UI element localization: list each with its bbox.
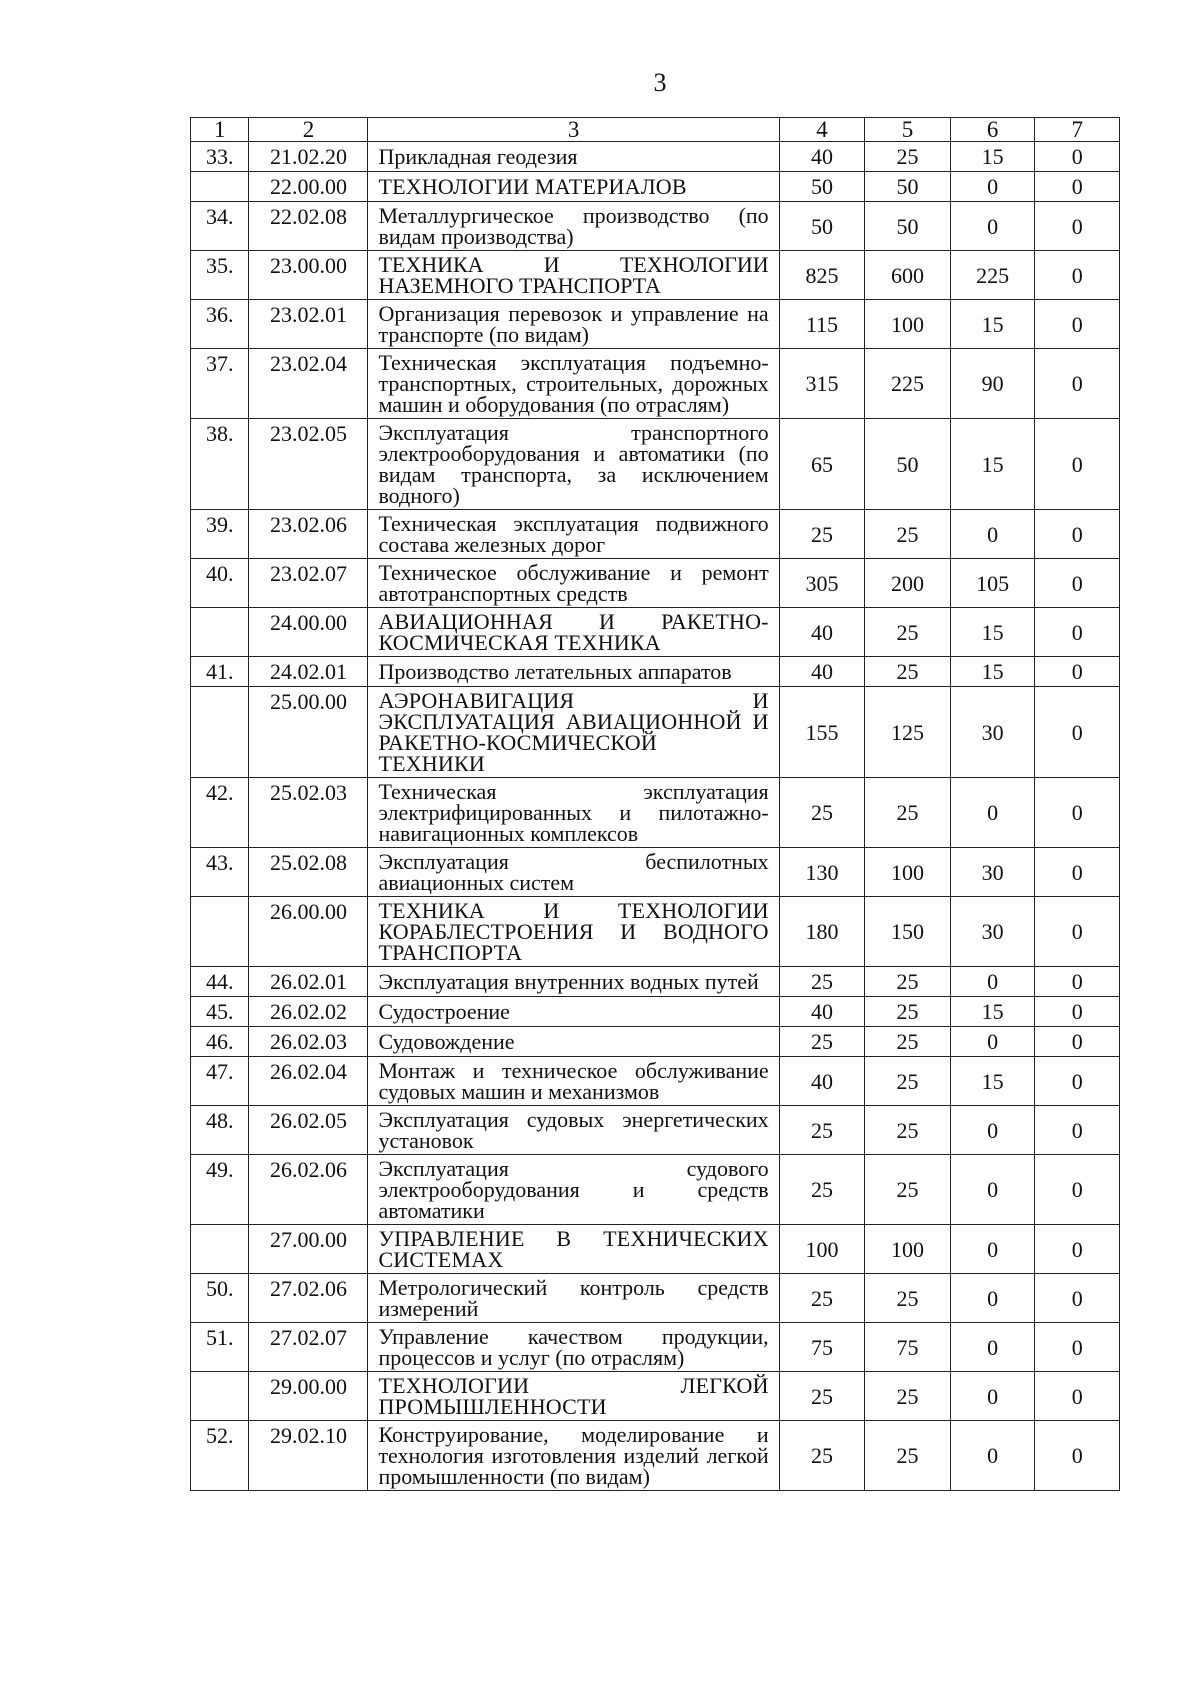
value-col4: 25 <box>779 778 865 848</box>
value-col6: 15 <box>950 419 1035 510</box>
specialty-name: ТЕХНОЛОГИИ ЛЕГКОЙ ПРОМЫШЛЕННОСТИ <box>368 1372 779 1421</box>
value-col7: 0 <box>1035 897 1120 967</box>
table-row <box>191 559 1120 608</box>
row-number: 39. <box>191 510 249 559</box>
row-number: 35. <box>191 251 249 300</box>
value-col5: 25 <box>865 967 951 997</box>
group-row <box>191 1225 1120 1274</box>
value-col4: 25 <box>779 1106 865 1155</box>
specialty-name: Производство летательных аппаратов <box>368 657 779 687</box>
specialty-name: ТЕХНОЛОГИИ МАТЕРИАЛОВ <box>368 172 779 202</box>
value-col6: 30 <box>950 897 1035 967</box>
specialty-code: 25.02.08 <box>249 848 368 897</box>
value-col6: 15 <box>950 997 1035 1027</box>
value-col7: 0 <box>1035 510 1120 559</box>
header-cell: 5 <box>865 118 951 142</box>
specialty-code: 29.00.00 <box>249 1372 368 1421</box>
value-col4: 40 <box>779 657 865 687</box>
specialty-code: 26.00.00 <box>249 897 368 967</box>
specialty-name: Монтаж и техническое обслуживание судовых машин и механизмов <box>368 1057 779 1106</box>
value-col5: 50 <box>865 172 951 202</box>
value-col7: 0 <box>1035 1155 1120 1225</box>
value-col7: 0 <box>1035 1225 1120 1274</box>
value-col5: 200 <box>865 559 951 608</box>
value-col5: 100 <box>865 300 951 349</box>
header-cell: 3 <box>368 118 779 142</box>
specialty-code: 23.02.07 <box>249 559 368 608</box>
value-col6: 30 <box>950 848 1035 897</box>
value-col5: 25 <box>865 1274 951 1323</box>
value-col6: 0 <box>950 1027 1035 1057</box>
specialty-code: 23.02.05 <box>249 419 368 510</box>
table-row <box>191 967 1120 997</box>
table-row <box>191 251 1120 300</box>
value-col5: 100 <box>865 1225 951 1274</box>
specialty-name: Судовождение <box>368 1027 779 1057</box>
value-col4: 305 <box>779 559 865 608</box>
value-col7: 0 <box>1035 1274 1120 1323</box>
header-cell: 7 <box>1035 118 1120 142</box>
row-number <box>191 897 249 967</box>
specialty-name: УПРАВЛЕНИЕ В ТЕХНИЧЕСКИХ СИСТЕМАХ <box>368 1225 779 1274</box>
table-row <box>191 1155 1120 1225</box>
value-col7: 0 <box>1035 202 1120 251</box>
value-col5: 25 <box>865 657 951 687</box>
value-col5: 600 <box>865 251 951 300</box>
specialty-name: Техническая эксплуатация подъемно-транспортных, строительных, дорожных машин и оборудования (по отраслям) <box>368 349 779 419</box>
specialty-name: Техническая эксплуатация электрифицированных и пилотажно-навигационных комплексов <box>368 778 779 848</box>
specialty-code: 23.00.00 <box>249 251 368 300</box>
value-col5: 25 <box>865 1027 951 1057</box>
value-col4: 40 <box>779 1057 865 1106</box>
value-col4: 25 <box>779 1155 865 1225</box>
specialty-name: Техническое обслуживание и ремонт автотранспортных средств <box>368 559 779 608</box>
header-cell: 2 <box>249 118 368 142</box>
value-col4: 25 <box>779 1274 865 1323</box>
value-col6: 15 <box>950 300 1035 349</box>
row-number: 49. <box>191 1155 249 1225</box>
row-number: 42. <box>191 778 249 848</box>
value-col4: 100 <box>779 1225 865 1274</box>
specialty-code: 24.00.00 <box>249 608 368 657</box>
value-col6: 30 <box>950 687 1035 778</box>
value-col7: 0 <box>1035 172 1120 202</box>
table-row <box>191 657 1120 687</box>
value-col6: 15 <box>950 1057 1035 1106</box>
value-col6: 15 <box>950 142 1035 172</box>
value-col6: 0 <box>950 967 1035 997</box>
value-col6: 90 <box>950 349 1035 419</box>
value-col4: 180 <box>779 897 865 967</box>
row-number: 36. <box>191 300 249 349</box>
value-col7: 0 <box>1035 559 1120 608</box>
row-number <box>191 1372 249 1421</box>
table-row <box>191 778 1120 848</box>
value-col6: 15 <box>950 657 1035 687</box>
specialty-code: 27.02.07 <box>249 1323 368 1372</box>
specialty-name: Эксплуатация транспортного электрооборудования и автоматики (по видам транспорта, за исключением водного) <box>368 419 779 510</box>
table-row <box>191 510 1120 559</box>
specialty-code: 26.02.03 <box>249 1027 368 1057</box>
specialty-name: Металлургическое производство (по видам производства) <box>368 202 779 251</box>
table-row <box>191 848 1120 897</box>
specialty-code: 26.02.06 <box>249 1155 368 1225</box>
value-col4: 25 <box>779 1027 865 1057</box>
table-row <box>191 1323 1120 1372</box>
specialty-code: 23.02.01 <box>249 300 368 349</box>
value-col4: 130 <box>779 848 865 897</box>
value-col6: 0 <box>950 1106 1035 1155</box>
value-col5: 25 <box>865 1372 951 1421</box>
value-col6: 105 <box>950 559 1035 608</box>
specialty-name: Эксплуатация судового электрооборудования и средств автоматики <box>368 1155 779 1225</box>
value-col7: 0 <box>1035 300 1120 349</box>
specialty-name: Метрологический контроль средств измерений <box>368 1274 779 1323</box>
value-col7: 0 <box>1035 1057 1120 1106</box>
value-col4: 115 <box>779 300 865 349</box>
row-number: 38. <box>191 419 249 510</box>
value-col7: 0 <box>1035 1372 1120 1421</box>
group-row <box>191 172 1120 202</box>
value-col6: 0 <box>950 1421 1035 1491</box>
header-row <box>191 118 1120 142</box>
group-row <box>191 687 1120 778</box>
value-col4: 25 <box>779 510 865 559</box>
specialty-name: Прикладная геодезия <box>368 142 779 172</box>
page-number: 3 <box>653 68 667 97</box>
value-col6: 15 <box>950 608 1035 657</box>
specialty-name: Техническая эксплуатация подвижного состава железных дорог <box>368 510 779 559</box>
value-col6: 0 <box>950 1372 1035 1421</box>
value-col6: 0 <box>950 1155 1035 1225</box>
row-number: 37. <box>191 349 249 419</box>
value-col4: 40 <box>779 608 865 657</box>
value-col7: 0 <box>1035 657 1120 687</box>
specialty-code: 26.02.01 <box>249 967 368 997</box>
value-col6: 0 <box>950 778 1035 848</box>
value-col6: 0 <box>950 1225 1035 1274</box>
value-col5: 225 <box>865 349 951 419</box>
specialty-code: 26.02.05 <box>249 1106 368 1155</box>
value-col5: 25 <box>865 1421 951 1491</box>
specialty-code: 27.02.06 <box>249 1274 368 1323</box>
value-col6: 225 <box>950 251 1035 300</box>
specialty-code: 24.02.01 <box>249 657 368 687</box>
value-col5: 25 <box>865 510 951 559</box>
value-col5: 50 <box>865 202 951 251</box>
header-cell: 6 <box>950 118 1035 142</box>
value-col7: 0 <box>1035 967 1120 997</box>
specialty-code: 26.02.02 <box>249 997 368 1027</box>
value-col7: 0 <box>1035 1323 1120 1372</box>
value-col6: 0 <box>950 202 1035 251</box>
value-col5: 25 <box>865 142 951 172</box>
table-row <box>191 1421 1120 1491</box>
value-col5: 25 <box>865 608 951 657</box>
value-col4: 155 <box>779 687 865 778</box>
row-number: 46. <box>191 1027 249 1057</box>
row-number: 43. <box>191 848 249 897</box>
specialty-code: 22.02.08 <box>249 202 368 251</box>
specialty-code: 29.02.10 <box>249 1421 368 1491</box>
value-col4: 825 <box>779 251 865 300</box>
value-col7: 0 <box>1035 687 1120 778</box>
value-col6: 0 <box>950 1274 1035 1323</box>
table-row <box>191 419 1120 510</box>
specialty-code: 27.00.00 <box>249 1225 368 1274</box>
value-col6: 0 <box>950 172 1035 202</box>
specialty-name: Организация перевозок и управление на транспорте (по видам) <box>368 300 779 349</box>
value-col5: 150 <box>865 897 951 967</box>
row-number: 44. <box>191 967 249 997</box>
value-col7: 0 <box>1035 1106 1120 1155</box>
row-number: 47. <box>191 1057 249 1106</box>
row-number: 52. <box>191 1421 249 1491</box>
header-cell: 4 <box>779 118 865 142</box>
value-col4: 25 <box>779 1372 865 1421</box>
value-col7: 0 <box>1035 848 1120 897</box>
specialty-code: 23.02.04 <box>249 349 368 419</box>
table-row <box>191 349 1120 419</box>
table-row <box>191 202 1120 251</box>
specialty-name: Эксплуатация беспилотных авиационных систем <box>368 848 779 897</box>
header-cell: 1 <box>191 118 249 142</box>
specialty-name: Эксплуатация судовых энергетических установок <box>368 1106 779 1155</box>
value-col7: 0 <box>1035 997 1120 1027</box>
table-body <box>191 142 1120 1491</box>
specialty-code: 26.02.04 <box>249 1057 368 1106</box>
value-col7: 0 <box>1035 142 1120 172</box>
group-row <box>191 1372 1120 1421</box>
value-col7: 0 <box>1035 349 1120 419</box>
table-row <box>191 997 1120 1027</box>
value-col4: 50 <box>779 172 865 202</box>
table-row <box>191 300 1120 349</box>
specialty-code: 25.00.00 <box>249 687 368 778</box>
specialty-name: Эксплуатация внутренних водных путей <box>368 967 779 997</box>
row-number <box>191 1225 249 1274</box>
value-col7: 0 <box>1035 608 1120 657</box>
value-col5: 25 <box>865 778 951 848</box>
value-col6: 0 <box>950 1323 1035 1372</box>
value-col7: 0 <box>1035 251 1120 300</box>
specialties-table <box>190 117 1120 1491</box>
specialty-name: АВИАЦИОННАЯ И РАКЕТНО-КОСМИЧЕСКАЯ ТЕХНИКА <box>368 608 779 657</box>
value-col5: 25 <box>865 1106 951 1155</box>
row-number: 48. <box>191 1106 249 1155</box>
table-row <box>191 1027 1120 1057</box>
value-col5: 75 <box>865 1323 951 1372</box>
value-col5: 25 <box>865 997 951 1027</box>
specialty-code: 25.02.03 <box>249 778 368 848</box>
value-col7: 0 <box>1035 1421 1120 1491</box>
value-col4: 50 <box>779 202 865 251</box>
specialty-name: Судостроение <box>368 997 779 1027</box>
table-row <box>191 142 1120 172</box>
value-col5: 25 <box>865 1057 951 1106</box>
table-row <box>191 1057 1120 1106</box>
value-col4: 25 <box>779 1421 865 1491</box>
table-row <box>191 1106 1120 1155</box>
value-col4: 75 <box>779 1323 865 1372</box>
specialty-name: Конструирование, моделирование и технология изготовления изделий легкой промышленности (по видам) <box>368 1421 779 1491</box>
value-col5: 50 <box>865 419 951 510</box>
specialty-code: 23.02.06 <box>249 510 368 559</box>
value-col5: 125 <box>865 687 951 778</box>
value-col5: 25 <box>865 1155 951 1225</box>
specialty-code: 22.00.00 <box>249 172 368 202</box>
specialty-name: Управление качеством продукции, процессов и услуг (по отраслям) <box>368 1323 779 1372</box>
row-number: 51. <box>191 1323 249 1372</box>
row-number: 33. <box>191 142 249 172</box>
row-number <box>191 608 249 657</box>
value-col7: 0 <box>1035 778 1120 848</box>
value-col4: 25 <box>779 967 865 997</box>
row-number: 40. <box>191 559 249 608</box>
value-col4: 315 <box>779 349 865 419</box>
group-row <box>191 608 1120 657</box>
value-col4: 40 <box>779 997 865 1027</box>
row-number: 50. <box>191 1274 249 1323</box>
row-number: 41. <box>191 657 249 687</box>
row-number: 34. <box>191 202 249 251</box>
value-col4: 65 <box>779 419 865 510</box>
value-col7: 0 <box>1035 419 1120 510</box>
value-col6: 0 <box>950 510 1035 559</box>
value-col7: 0 <box>1035 1027 1120 1057</box>
row-number: 45. <box>191 997 249 1027</box>
row-number <box>191 687 249 778</box>
group-row <box>191 897 1120 967</box>
value-col4: 40 <box>779 142 865 172</box>
specialty-name: АЭРОНАВИГАЦИЯ И ЭКСПЛУАТАЦИЯ АВИАЦИОННОЙ И РАКЕТНО-КОСМИЧЕСКОЙ ТЕХНИКИ <box>368 687 779 778</box>
specialty-name: ТЕХНИКА И ТЕХНОЛОГИИ НАЗЕМНОГО ТРАНСПОРТА <box>368 251 779 300</box>
row-number <box>191 172 249 202</box>
table-row <box>191 1274 1120 1323</box>
specialty-name: ТЕХНИКА И ТЕХНОЛОГИИ КОРАБЛЕСТРОЕНИЯ И ВОДНОГО ТРАНСПОРТА <box>368 897 779 967</box>
specialty-code: 21.02.20 <box>249 142 368 172</box>
value-col5: 100 <box>865 848 951 897</box>
